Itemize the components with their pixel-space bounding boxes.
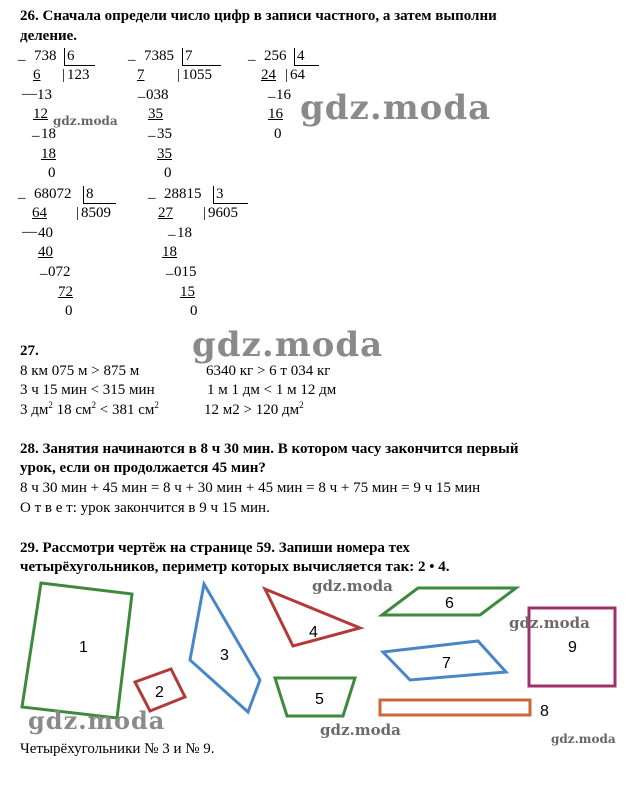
step: 072 bbox=[48, 264, 71, 280]
step: 0 bbox=[190, 303, 198, 319]
task29-title-line1: 29. Рассмотри чертёж на странице 59. Запиши номера тех bbox=[20, 540, 410, 556]
quotient: 8509 bbox=[81, 205, 111, 221]
comparison: 3 $дм^2$ 18 $см^2 < 381$ $см^2$ bbox=[20, 400, 159, 418]
step: 0 bbox=[65, 303, 73, 319]
watermark: gdz.moda bbox=[300, 88, 492, 128]
step: 13 bbox=[37, 87, 52, 103]
step: 24 bbox=[261, 67, 276, 83]
quadrilateral-1 bbox=[22, 583, 132, 718]
step: 18 bbox=[41, 126, 56, 142]
step: 7 bbox=[137, 67, 145, 83]
dividend: 68072 bbox=[34, 186, 72, 202]
shape-label-9: 9 bbox=[568, 639, 577, 656]
step: 40 bbox=[38, 244, 53, 260]
step: 0 bbox=[48, 165, 56, 181]
step: 12 bbox=[33, 106, 48, 122]
step: 64 bbox=[32, 205, 47, 221]
divisor: 4 bbox=[294, 48, 319, 66]
quotient: 64 bbox=[290, 67, 305, 83]
step: 35 bbox=[157, 146, 172, 162]
shape-label-2: 2 bbox=[155, 684, 164, 701]
watermark: gdz.moda bbox=[312, 577, 393, 595]
comparison: 8 км 075 м > 875 м bbox=[20, 363, 140, 379]
step: 0 bbox=[164, 165, 172, 181]
task26-title-line1: 26. Сначала определи число цифр в записи частного, а затем выполни bbox=[20, 8, 497, 24]
watermark: gdz.moda bbox=[53, 114, 118, 128]
step: 18 bbox=[177, 225, 192, 241]
solution: 8 ч 30 мин + 45 мин = 8 ч + 30 мин + 45 мин = 8 ч + 75 мин = 9 ч 15 мин bbox=[20, 480, 481, 496]
comparison: 1 м 1 дм < 1 м 12 дм bbox=[207, 382, 337, 398]
watermark: gdz.moda bbox=[320, 721, 401, 739]
divisor: 8 bbox=[83, 186, 116, 204]
answer: О т в е т: урок закончится в 9 ч 15 мин. bbox=[20, 500, 270, 516]
dividend: 7385 bbox=[144, 48, 174, 64]
watermark: gdz.moda bbox=[28, 706, 166, 735]
step: 18 bbox=[41, 146, 56, 162]
dividend: 738 bbox=[34, 48, 57, 64]
step: 18 bbox=[162, 244, 177, 260]
shape-label-7: 7 bbox=[442, 655, 451, 672]
step: 0 bbox=[274, 126, 282, 142]
shape-label-1: 1 bbox=[79, 639, 88, 656]
step: 27 bbox=[158, 205, 173, 221]
shape-label-8: 8 bbox=[540, 703, 549, 720]
watermark: gdz.moda bbox=[551, 732, 616, 746]
step: 015 bbox=[174, 264, 197, 280]
step: 16 bbox=[276, 87, 291, 103]
divisor: 7 bbox=[182, 48, 221, 66]
dividend: 28815 bbox=[164, 186, 202, 202]
step: 35 bbox=[157, 126, 172, 142]
task27-title: 27. bbox=[20, 343, 39, 359]
quotient: 123 bbox=[67, 67, 90, 83]
step: 35 bbox=[148, 106, 163, 122]
quotient: 1055 bbox=[182, 67, 212, 83]
watermark: gdz.moda bbox=[192, 325, 384, 365]
step: 40 bbox=[38, 225, 53, 241]
shape-label-6: 6 bbox=[445, 595, 454, 612]
comparison: 12 м2 > 120 $дм^2$ bbox=[204, 400, 304, 418]
step: 15 bbox=[180, 284, 195, 300]
task28-title-line1: 28. Занятия начинаются в 8 ч 30 мин. В котором часу закончится первый bbox=[20, 441, 519, 457]
quotient: 9605 bbox=[208, 205, 238, 221]
step: 16 bbox=[268, 106, 283, 122]
quadrilateral-8 bbox=[380, 700, 530, 715]
task29-title-line2: четырёхугольников, периметр которых вычисляется так: 2 • 4. bbox=[20, 559, 450, 575]
task29-answer: Четырёхугольники № 3 и № 9. bbox=[20, 741, 215, 757]
divisor: 3 bbox=[213, 186, 248, 204]
step: 038 bbox=[146, 87, 169, 103]
step: 6 bbox=[33, 67, 41, 83]
shape-label-4: 4 bbox=[309, 624, 318, 641]
dividend: 256 bbox=[264, 48, 287, 64]
comparison: 6340 кг > 6 т 034 кг bbox=[206, 363, 331, 379]
shape-label-3: 3 bbox=[220, 647, 229, 664]
comparison: 3 ч 15 мин < 315 мин bbox=[20, 382, 155, 398]
shape-label-5: 5 bbox=[315, 691, 324, 708]
watermark: gdz.moda bbox=[509, 614, 590, 632]
task26-title-line2: деление. bbox=[20, 28, 78, 44]
step: 72 bbox=[58, 284, 73, 300]
divisor: 6 bbox=[64, 48, 95, 66]
task28-title-line2: урок, если он продолжается 45 мин? bbox=[20, 460, 266, 476]
